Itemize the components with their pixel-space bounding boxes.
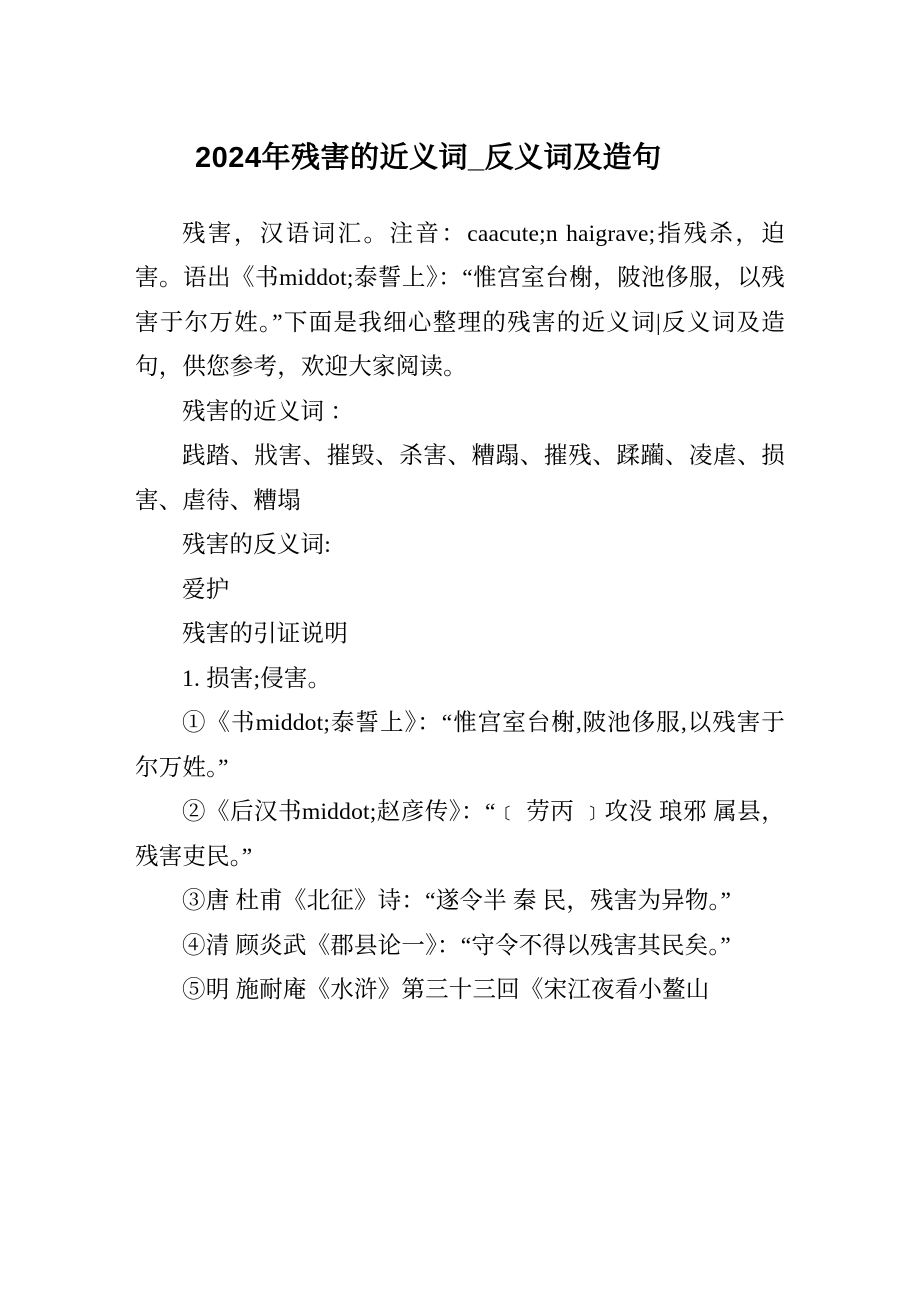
paragraph-citations-heading: 残害的引证说明 — [182, 621, 348, 648]
paragraph-antonyms-list: 爱护 — [182, 576, 230, 603]
paragraph-synonyms-heading: 残害的近义词 ： — [182, 398, 354, 425]
page-title: 2024年残害的近义词_反义词及造句 — [195, 142, 662, 174]
paragraph-citation-1: ①《书middot;泰誓上》：“惟宫室台榭,陂池侈服,以残害于尔万姓。” — [135, 710, 785, 781]
paragraph-citation-5: ⑤明 施耐庵《水浒》第三十三回《宋江夜看小鳌山 — [182, 977, 710, 1004]
document-body — [135, 140, 785, 1013]
paragraph-synonyms-list: 践踏、戕害、摧毁、杀害、糟蹋、摧残、蹂躏、凌虐、损害、虐待、糟塌 — [135, 443, 785, 514]
paragraph-citation-4: ④清 顾炎武《郡县论一》：“守令不得以残害其民矣。” — [182, 932, 731, 959]
paragraph-antonyms-heading: 残害的反义词: — [182, 532, 331, 559]
paragraph-intro: 残害，汉语词汇。注音：caacute;n haigrave;指残杀，迫害。语出《书middot;泰誓上》：“惟宫室台榭，陂池侈服，以残害于尔万姓。”下面是我细心整理的残害的近义词|反义词及造句，供您参考，欢迎大家阅读。 — [135, 220, 785, 381]
paragraph-citation-2: ②《后汉书middot;赵彦传》：“﹝ 劳丙 ﹞攻没 琅邪 属县，残害吏民。” — [135, 799, 785, 870]
paragraph-definition-1: 1. 损害;侵害。 — [182, 665, 332, 692]
paragraph-citation-3: ③唐 杜甫《北征》诗：“遂令半 秦 民，残害为异物。” — [182, 888, 732, 915]
